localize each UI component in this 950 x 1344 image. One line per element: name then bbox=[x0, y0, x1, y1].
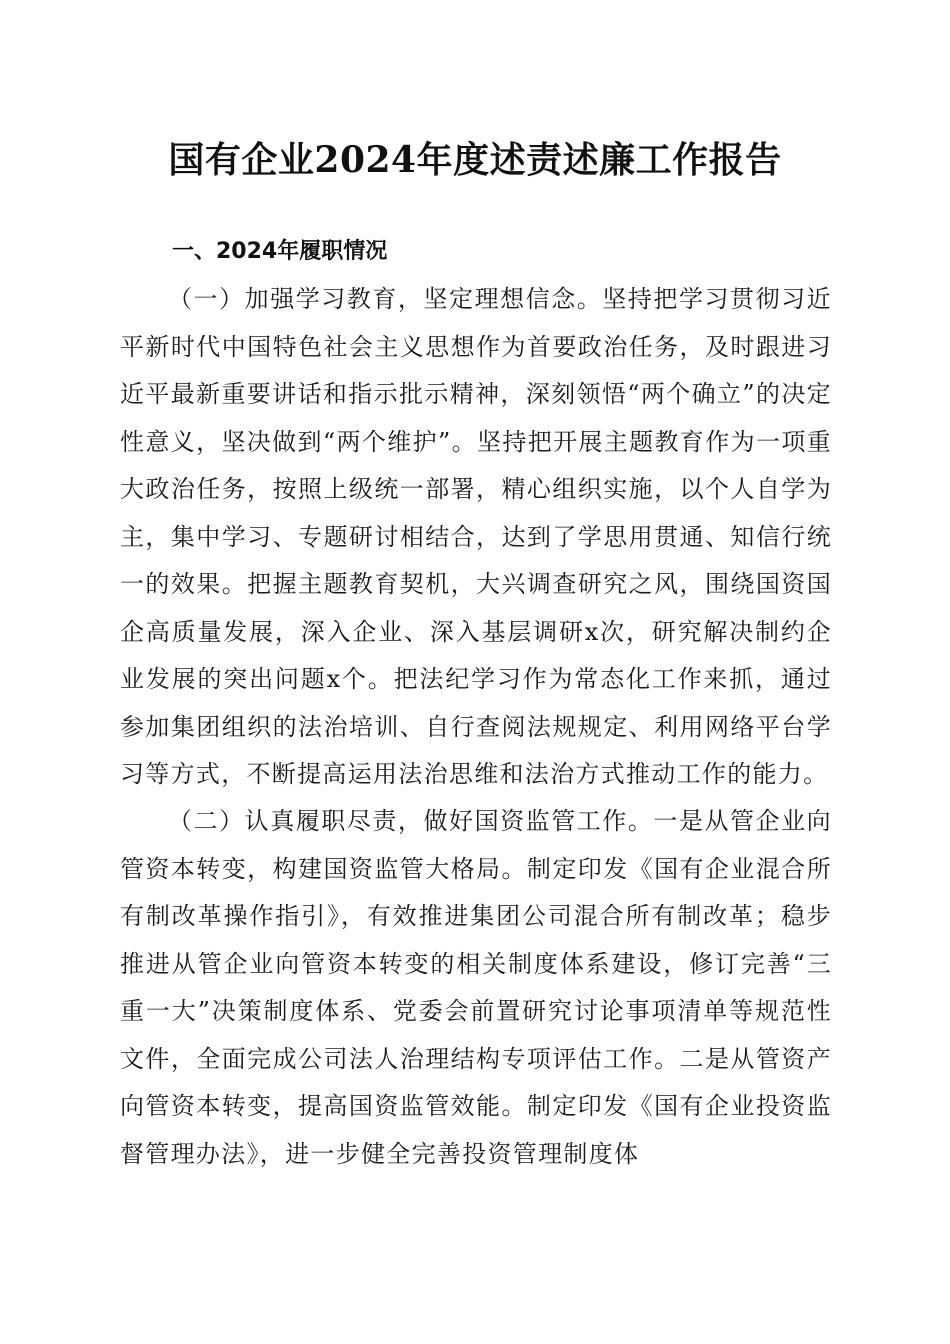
document-title: 国有企业2024年度述责述廉工作报告 bbox=[168, 139, 782, 181]
paragraph-state-asset-supervision: （二）认真履职尽责，做好国资监管工作。一是从管企业向管资本转变，构建国资监管大格局。制定印发《国有企业混合所有制改革操作指引》，有效推进集团公司混合所有制改革；稳步推进从管企业向管资本转变的相关制度体系建设，修订完善“三重一大”决策制度体系、党委会前置研究讨论事项清单等规范性文件，全面完成公司法人治理结构专项评估工作。二是从管资产向管资本转变，提高国资监管效能。制定印发《国有企业投资监督管理办法》，进一步健全完善投资管理制度体 bbox=[120, 807, 832, 1168]
paragraph-study-education: （一）加强学习教育，坚定理想信念。坚持把学习贯彻习近平新时代中国特色社会主义思想作为首要政治任务，及时跟进习近平最新重要讲话和指示批示精神，深刻领悟“两个确立”的决定性意义，坚决做到“两个维护”。坚持把开展主题教育作为一项重大政治任务，按照上级统一部署，精心组织实施，以个人自学为主，集中学习、专题研讨相结合，达到了学思用贯通、知信行统一的效果。把握主题教育契机，大兴调查研究之风，围绕国资国企高质量发展，深入企业、深入基层调研x次，研究解决制约企业发展的突出问题x个。把法纪学习作为常态化工作来抓，通过参加集团组织的法治培训、自行查阅法规规定、利用网络平台学习等方式，不断提高运用法治思维和法治方式推动工作的能力。 bbox=[120, 285, 832, 788]
section-heading: 一、2024年履职情况 bbox=[172, 239, 388, 264]
